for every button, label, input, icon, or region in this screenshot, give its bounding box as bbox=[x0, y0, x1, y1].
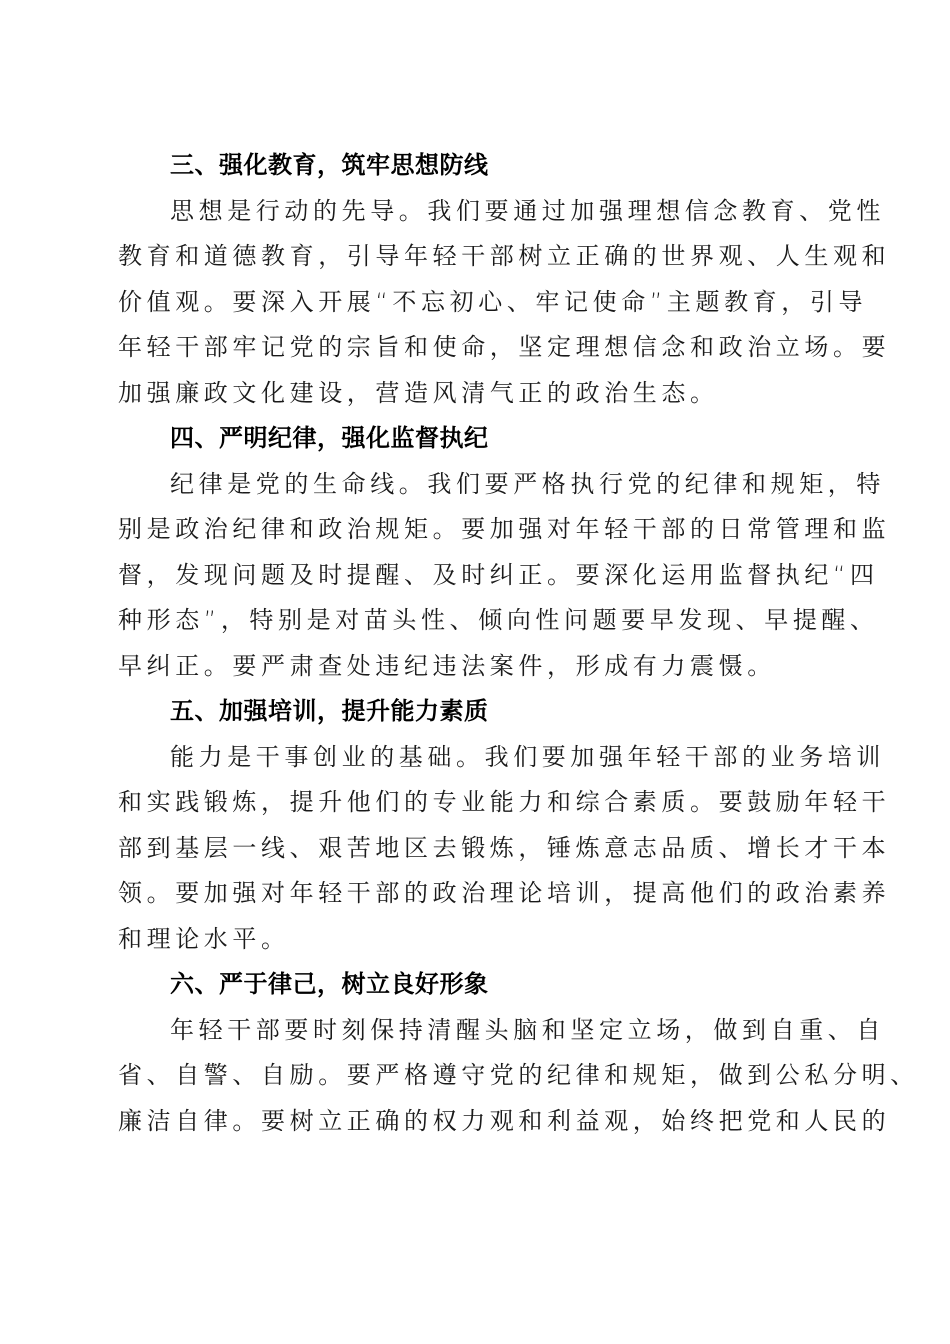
paragraph-line: 教育和道德教育，引导年轻干部树立正确的世界观、人生观和 bbox=[118, 242, 891, 270]
section-heading: 三、强化教育，筑牢思想防线 bbox=[170, 151, 489, 179]
paragraph-line: 别是政治纪律和政治规矩。要加强对年轻干部的日常管理和监 bbox=[118, 515, 891, 543]
section-heading: 四、严明纪律，强化监督执纪 bbox=[170, 424, 489, 452]
section-heading: 五、加强培训，提升能力素质 bbox=[170, 697, 489, 725]
paragraph-line: 早纠正。要严肃查处违纪违法案件，形成有力震慑。 bbox=[118, 651, 776, 680]
section-heading: 六、严于律己，树立良好形象 bbox=[170, 970, 489, 998]
paragraph-line: 领。要加强对年轻干部的政治理论培训，提高他们的政治素养 bbox=[118, 879, 891, 907]
paragraph-line: 廉洁自律。要树立正确的权力观和利益观，始终把党和人民的 bbox=[118, 1106, 891, 1135]
paragraph-line: 和实践锻炼，提升他们的专业能力和综合素质。要鼓励年轻干 bbox=[118, 788, 891, 816]
paragraph-line: 和理论水平。 bbox=[118, 924, 290, 953]
paragraph-line: 能力是干事创业的基础。我们要加强年轻干部的业务培训 bbox=[170, 742, 885, 771]
paragraph-line: 种形态”，特别是对苗头性、倾向性问题要早发现、早提醒、 bbox=[118, 606, 879, 634]
paragraph-line: 部到基层一线、艰苦地区去锻炼，锤炼意志品质、增长才干本 bbox=[118, 833, 891, 862]
paragraph-line: 省、自警、自励。要严格遵守党的纪律和规矩，做到公私分明、 bbox=[118, 1061, 919, 1089]
section-5 bbox=[118, 689, 891, 962]
paragraph-line: 价值观。要深入开展“不忘初心、牢记使命”主题教育，引导 bbox=[118, 287, 868, 316]
section-3 bbox=[118, 143, 891, 416]
paragraph-line: 纪律是党的生命线。我们要严格执行党的纪律和规矩，特 bbox=[170, 469, 885, 498]
paragraph-line: 加强廉政文化建设，营造风清气正的政治生态。 bbox=[118, 378, 719, 407]
document-body bbox=[118, 143, 919, 1144]
section-6 bbox=[118, 962, 919, 1144]
paragraph-line: 年轻干部牢记党的宗旨和使命，坚定理想信念和政治立场。要 bbox=[118, 333, 891, 361]
paragraph-line: 督，发现问题及时提醒、及时纠正。要深化运用监督执纪“四 bbox=[118, 560, 879, 589]
section-4 bbox=[118, 416, 891, 689]
paragraph-line: 年轻干部要时刻保持清醒头脑和坚定立场，做到自重、自 bbox=[170, 1015, 885, 1044]
paragraph-line: 思想是行动的先导。我们要通过加强理想信念教育、党性 bbox=[170, 196, 885, 225]
